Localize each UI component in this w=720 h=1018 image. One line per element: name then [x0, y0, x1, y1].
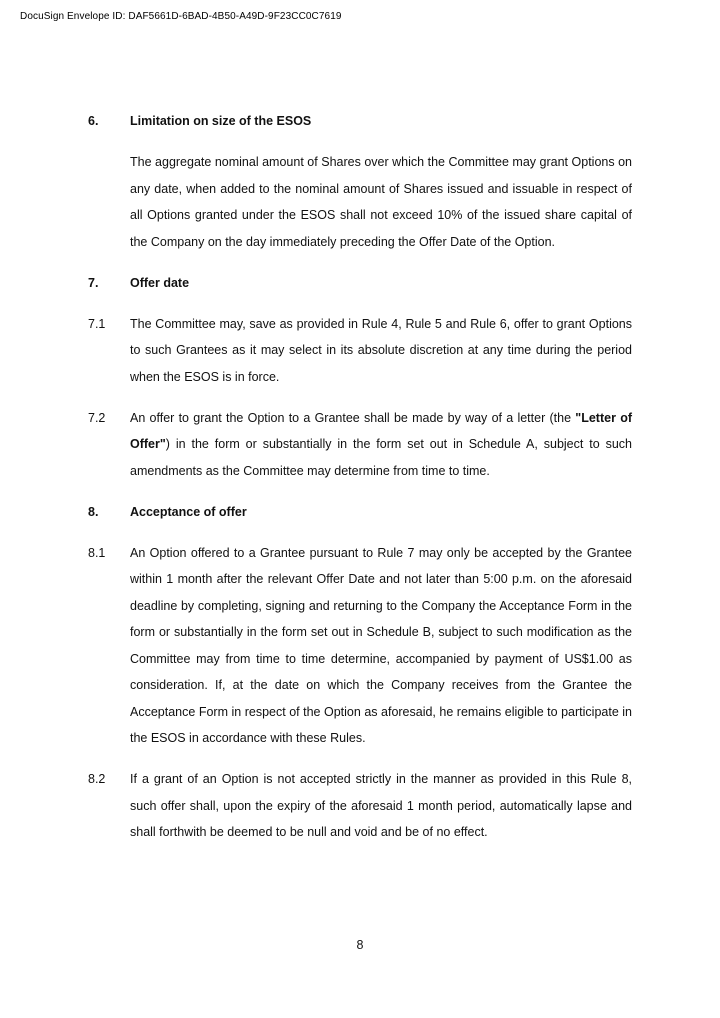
document-body: [88, 108, 632, 860]
clause-8-1-number: 8.1: [88, 545, 106, 560]
clause-8-1: [88, 540, 632, 752]
clause-7-2-segment-post: ) in the form or substantially in the form set out in Schedule A, subject to such amendments as the Committee may determine from time to time.: [130, 437, 632, 478]
section-6-paragraph: [88, 149, 632, 255]
section-7-title: Offer date: [130, 275, 190, 290]
page-number: 8: [356, 938, 364, 952]
clause-8-2: [88, 766, 632, 846]
clause-8-2-number: 8.2: [88, 772, 106, 786]
docusign-envelope-id: DocuSign Envelope ID: DAF5661D-6BAD-4B50-A49D-9F23CC0C7619: [20, 11, 342, 22]
section-8-title: Acceptance of offer: [130, 504, 247, 519]
section-6-paragraph-text: The aggregate nominal amount of Shares over which the Committee may grant Options on any date, when added to the nominal amount of Shares issued and issuable in respect of all Options granted under the ESOS shall not exceed 10% of the issued share capital of the Company on the day immediately preceding the Offer Date of the Option.: [130, 155, 632, 249]
clause-7-2-text: [130, 405, 632, 485]
clause-8-2-text: If a grant of an Option is not accepted strictly in the manner as provided in this Rule 8, such offer shall, upon the expiry of the aforesaid 1 month period, automatically lapse and shall forthwith be deemed to be null and void and be of no effect.: [130, 772, 632, 839]
clause-7-1-number: 7.1: [88, 316, 106, 331]
section-6-heading-row: [88, 108, 632, 135]
section-6-title: Limitation on size of the ESOS: [130, 114, 312, 128]
clause-7-2-segment-bold: "Letter of Offer": [130, 410, 632, 451]
section-8-heading-row: [88, 499, 632, 526]
section-6-number: 6.: [88, 114, 99, 128]
clause-8-1-text: An Option offered to a Grantee pursuant to Rule 7 may only be accepted by the Grantee within 1 month after the relevant Offer Date and not later than 5:00 p.m. on the aforesaid deadline by completing, signing and returning to the Company the Acceptance Form in the form or substantially in the form set out in Schedule B, subject to such modification as the Committee may from time to time determine, accompanied by payment of US$1.00 as consideration. If, at the date on which the Company receives from the Grantee the Acceptance Form in respect of the Option as aforesaid, he remains eligible to participate in the ESOS in accordance with these Rules.: [130, 545, 632, 745]
section-8-number: 8.: [88, 504, 99, 519]
clause-7-2-segment-pre: An offer to grant the Option to a Grantee shall be made by way of a letter (the: [130, 410, 576, 425]
clause-7-1: [88, 311, 632, 391]
clause-7-2-number: 7.2: [88, 410, 106, 425]
section-7-heading-row: [88, 270, 632, 297]
clause-7-2: [88, 405, 632, 485]
clause-7-1-text: The Committee may, save as provided in Rule 4, Rule 5 and Rule 6, offer to grant Options to such Grantees as it may select in its absolute discretion at any time during the period when the ESOS is in force.: [130, 316, 632, 384]
section-7-number: 7.: [88, 275, 99, 290]
